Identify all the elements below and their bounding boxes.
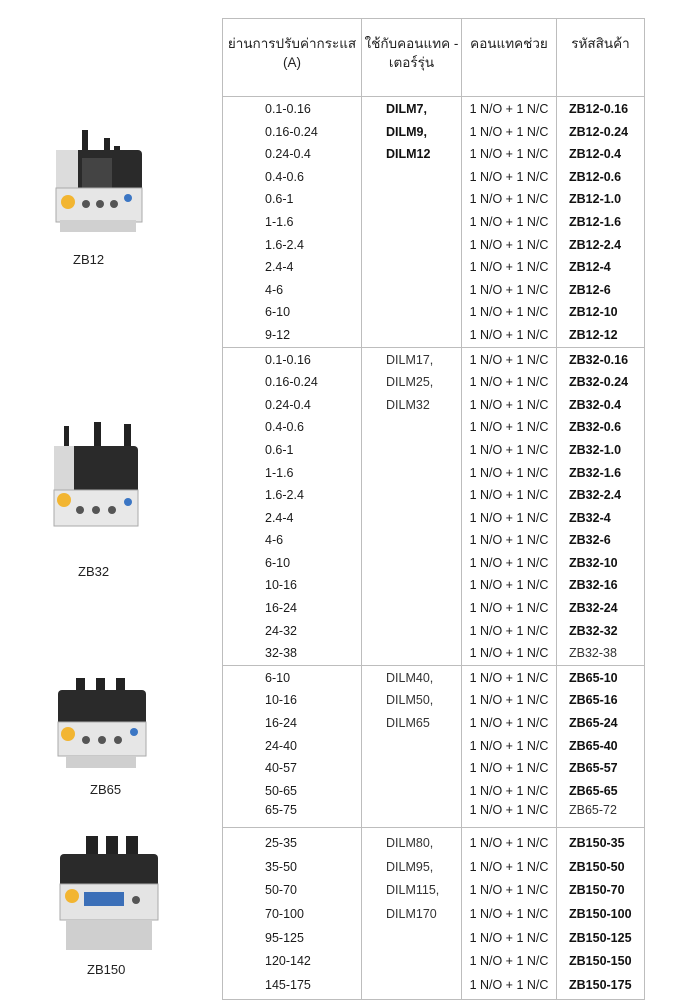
group-zb65 [223, 665, 645, 827]
aux-cell [462, 827, 557, 999]
aux-value: 1 N/O + 1 N/C [469, 906, 549, 921]
product-code: ZB32-38 [569, 646, 617, 661]
range-value: 95-125 [265, 930, 304, 945]
range-value: 4-6 [265, 533, 284, 548]
product-code: ZB32-1.6 [569, 465, 622, 480]
aux-value: 1 N/O + 1 N/C [469, 420, 549, 435]
range-value: 2.4-4 [265, 510, 294, 525]
contactor-model: DILM65 [386, 716, 430, 731]
aux-value: 1 N/O + 1 N/C [469, 305, 549, 320]
product-code: ZB65-16 [569, 693, 618, 708]
range-value: 16-24 [265, 601, 297, 616]
code-cell [557, 665, 645, 827]
product-code: ZB12-12 [569, 327, 618, 342]
table-row [223, 97, 645, 348]
contactor-model: DILM12 [386, 147, 431, 162]
aux-value: 1 N/O + 1 N/C [469, 488, 549, 503]
range-value: 65-75 [265, 803, 297, 818]
range-value: 0.1-0.16 [265, 352, 311, 367]
product-code: ZB32-0.16 [569, 352, 629, 367]
aux-value: 1 N/O + 1 N/C [469, 738, 549, 753]
aux-value: 1 N/O + 1 N/C [469, 783, 549, 798]
product-code: ZB150-50 [569, 859, 625, 874]
contactor-model: DILM25, [386, 375, 434, 390]
product-code: ZB12-0.24 [569, 124, 629, 139]
aux-value: 1 N/O + 1 N/C [469, 510, 549, 525]
contactor-cell [362, 827, 462, 999]
aux-value: 1 N/O + 1 N/C [469, 803, 549, 818]
aux-value: 1 N/O + 1 N/C [469, 533, 549, 548]
aux-cell [462, 347, 557, 665]
range-value: 0.6-1 [265, 192, 294, 207]
contactor-model: DILM17, [386, 352, 434, 367]
range-value: 50-70 [265, 883, 297, 898]
aux-value: 1 N/O + 1 N/C [469, 147, 549, 162]
contactor-model: DILM115, [386, 883, 440, 898]
aux-value: 1 N/O + 1 N/C [469, 442, 549, 457]
contactor-model: DILM7, [386, 102, 427, 116]
product-code: ZB65-65 [569, 783, 618, 798]
product-code: ZB32-4 [569, 510, 611, 525]
product-code: ZB150-150 [569, 954, 632, 969]
range-value: 1.6-2.4 [265, 237, 304, 252]
table-row [223, 665, 645, 827]
range-cell [223, 665, 362, 827]
product-code: ZB150-100 [569, 906, 632, 921]
aux-value: 1 N/O + 1 N/C [469, 465, 549, 480]
overload-relay-zb32-image [50, 420, 142, 535]
range-value: 0.24-0.4 [265, 397, 311, 412]
aux-value: 1 N/O + 1 N/C [469, 102, 549, 116]
code-cell [557, 827, 645, 999]
product-code: ZB32-2.4 [569, 488, 622, 503]
aux-value: 1 N/O + 1 N/C [469, 214, 549, 229]
product-code: ZB32-1.0 [569, 442, 622, 457]
overload-relay-zb12-image [52, 128, 144, 238]
product-code: ZB65-10 [569, 670, 618, 685]
product-code: ZB150-70 [569, 883, 625, 898]
contactor-model: DILM9, [386, 124, 427, 139]
range-value: 145-175 [265, 977, 311, 992]
aux-value: 1 N/O + 1 N/C [469, 352, 549, 367]
range-value: 1-1.6 [265, 465, 294, 480]
aux-value: 1 N/O + 1 N/C [469, 930, 549, 945]
range-value: 0.4-0.6 [265, 420, 304, 435]
aux-value: 1 N/O + 1 N/C [469, 716, 549, 731]
aux-value: 1 N/O + 1 N/C [469, 282, 549, 297]
product-code: ZB12-4 [569, 260, 611, 275]
aux-value: 1 N/O + 1 N/C [469, 883, 549, 898]
product-code: ZB32-16 [569, 578, 618, 593]
aux-value: 1 N/O + 1 N/C [469, 646, 549, 661]
range-value: 24-32 [265, 623, 297, 638]
range-value: 6-10 [265, 555, 291, 570]
product-code: ZB32-0.6 [569, 420, 622, 435]
range-value: 70-100 [265, 906, 304, 921]
header-contactor-model: ใช้กับคอนแทค - เตอร์รุ่น [362, 19, 462, 97]
group-zb150 [223, 827, 645, 999]
contactor-cell [362, 97, 462, 348]
range-value: 1-1.6 [265, 214, 294, 229]
product-code: ZB150-175 [569, 977, 632, 992]
range-value: 25-35 [265, 835, 297, 850]
range-value: 32-38 [265, 646, 297, 661]
product-code: ZB12-10 [569, 305, 618, 320]
product-code: ZB12-0.16 [569, 102, 629, 116]
range-cell [223, 97, 362, 348]
aux-value: 1 N/O + 1 N/C [469, 693, 549, 708]
product-code: ZB32-32 [569, 623, 618, 638]
range-value: 0.16-0.24 [265, 375, 318, 390]
range-value: 6-10 [265, 305, 291, 320]
overload-relay-zb150-image [56, 834, 166, 958]
range-value: 0.6-1 [265, 442, 294, 457]
aux-cell [462, 97, 557, 348]
range-value: 2.4-4 [265, 260, 294, 275]
aux-value: 1 N/O + 1 N/C [469, 327, 549, 342]
aux-value: 1 N/O + 1 N/C [469, 169, 549, 184]
range-value: 50-65 [265, 783, 297, 798]
table-header-row [223, 19, 645, 97]
product-label-zb65: ZB65 [90, 782, 122, 797]
table-row [223, 827, 645, 999]
range-value: 35-50 [265, 859, 297, 874]
product-code: ZB12-1.6 [569, 214, 622, 229]
range-value: 40-57 [265, 761, 297, 776]
product-code: ZB32-0.24 [569, 375, 629, 390]
product-code: ZB12-6 [569, 282, 611, 297]
range-cell [223, 347, 362, 665]
aux-value: 1 N/O + 1 N/C [469, 601, 549, 616]
product-images-column [0, 0, 222, 1000]
header-current-range: ย่านการปรับค่ากระแส (A) [223, 19, 362, 97]
range-value: 0.24-0.4 [265, 147, 311, 162]
product-label-zb32: ZB32 [78, 564, 110, 579]
product-code: ZB32-0.4 [569, 397, 622, 412]
range-value: 1.6-2.4 [265, 488, 304, 503]
product-code: ZB65-72 [569, 803, 617, 818]
code-cell [557, 97, 645, 348]
aux-value: 1 N/O + 1 N/C [469, 670, 549, 685]
aux-value: 1 N/O + 1 N/C [469, 954, 549, 969]
header-product-code: รหัสสินค้า [557, 19, 645, 97]
group-zb12 [223, 97, 645, 348]
overload-relay-spec-table [222, 18, 645, 1000]
product-code: ZB32-10 [569, 555, 618, 570]
aux-value: 1 N/O + 1 N/C [469, 977, 549, 992]
product-code: ZB65-40 [569, 738, 618, 753]
product-code: ZB150-125 [569, 930, 632, 945]
range-value: 0.1-0.16 [265, 102, 311, 116]
product-code: ZB65-24 [569, 716, 618, 731]
range-value: 24-40 [265, 738, 297, 753]
range-value: 4-6 [265, 282, 284, 297]
product-code: ZB12-1.0 [569, 192, 622, 207]
range-value: 120-142 [265, 954, 311, 969]
aux-value: 1 N/O + 1 N/C [469, 623, 549, 638]
range-value: 0.4-0.6 [265, 169, 304, 184]
contactor-model: DILM95, [386, 859, 434, 874]
group-zb32 [223, 347, 645, 665]
product-code: ZB12-0.4 [569, 147, 622, 162]
product-code: ZB32-24 [569, 601, 618, 616]
product-label-zb150: ZB150 [87, 962, 126, 977]
range-value: 9-12 [265, 327, 291, 342]
aux-value: 1 N/O + 1 N/C [469, 397, 549, 412]
range-value: 16-24 [265, 716, 297, 731]
overload-relay-zb65-image [56, 676, 148, 772]
product-code: ZB65-57 [569, 761, 618, 776]
product-code: ZB150-35 [569, 835, 625, 850]
aux-cell [462, 665, 557, 827]
aux-value: 1 N/O + 1 N/C [469, 761, 549, 776]
aux-value: 1 N/O + 1 N/C [469, 260, 549, 275]
contactor-model: DILM32 [386, 397, 430, 412]
product-code: ZB32-6 [569, 533, 611, 548]
contactor-cell [362, 347, 462, 665]
contactor-model: DILM170 [386, 906, 437, 921]
aux-value: 1 N/O + 1 N/C [469, 124, 549, 139]
aux-value: 1 N/O + 1 N/C [469, 237, 549, 252]
contactor-model: DILM80, [386, 835, 434, 850]
contactor-model: DILM40, [386, 670, 434, 685]
contactor-model: DILM50, [386, 693, 434, 708]
range-value: 10-16 [265, 578, 297, 593]
aux-value: 1 N/O + 1 N/C [469, 835, 549, 850]
code-cell [557, 347, 645, 665]
aux-value: 1 N/O + 1 N/C [469, 578, 549, 593]
aux-value: 1 N/O + 1 N/C [469, 555, 549, 570]
aux-value: 1 N/O + 1 N/C [469, 192, 549, 207]
contactor-cell [362, 665, 462, 827]
aux-value: 1 N/O + 1 N/C [469, 859, 549, 874]
range-value: 0.16-0.24 [265, 124, 318, 139]
product-code: ZB12-2.4 [569, 237, 622, 252]
range-value: 10-16 [265, 693, 297, 708]
product-label-zb12: ZB12 [73, 252, 105, 267]
aux-value: 1 N/O + 1 N/C [469, 375, 549, 390]
range-cell [223, 827, 362, 999]
table-row [223, 347, 645, 665]
header-aux-contact: คอนแทคช่วย [462, 19, 557, 97]
range-value: 6-10 [265, 670, 291, 685]
product-code: ZB12-0.6 [569, 169, 622, 184]
